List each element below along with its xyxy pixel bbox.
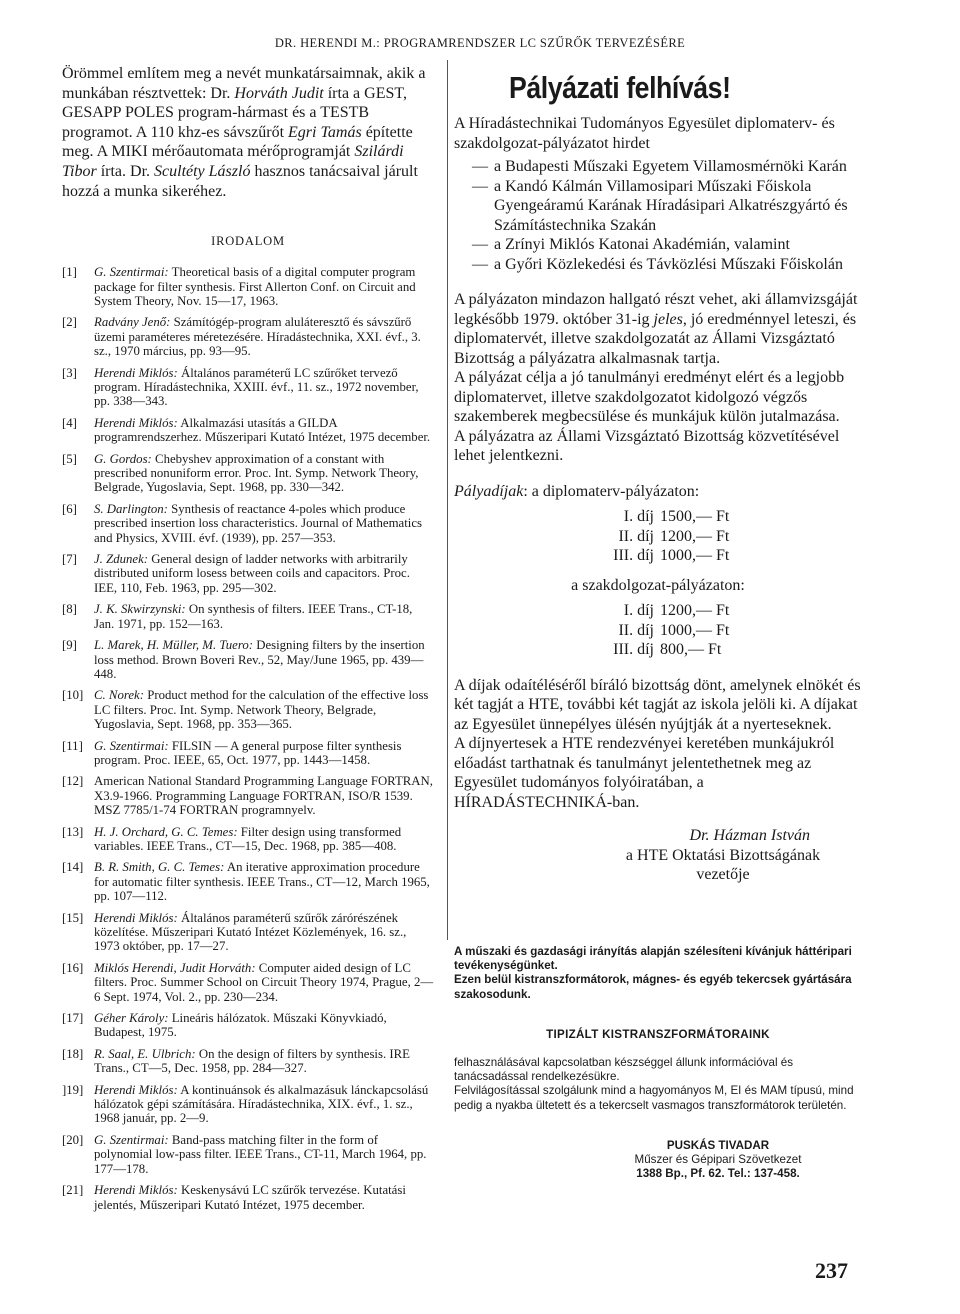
reference-text: Általános paraméterű szűrők zárórészének közelítése. Műszeripari Kutató Intézet Közlemények, 16. sz., 1973 október, pp. 17—27.: [94, 910, 407, 954]
dash-marker: —: [472, 236, 488, 253]
reference-item: [62, 911, 434, 954]
reference-text: An iterative approximation procedure for automatic filter synthesis. IEEE Trans., CT—12, March 1965, pp. 107—112.: [94, 860, 430, 904]
signature-line: a HTE Oktatási Bizottságának: [625, 846, 821, 864]
reference-number: [3]: [62, 365, 77, 380]
reference-author: Herendi Miklós:: [94, 910, 178, 925]
reference-number: [15]: [62, 910, 84, 925]
school-item: [454, 255, 862, 275]
ad-paragraph: A műszaki és gazdasági irányítás alapján szélesíteni kívánjuk háttéripari tevékenységünket.: [454, 945, 852, 973]
prize-label: I. díj: [623, 602, 654, 619]
reference-author: Radvány Jenő:: [94, 315, 171, 330]
reference-author: G. Szentirmai:: [94, 265, 169, 280]
call-paragraph: [454, 290, 862, 368]
ad-title: TIPIZÁLT KISTRANSZFORMÁTORAINK: [546, 1027, 770, 1041]
reference-item: [62, 961, 434, 1004]
reference-number: [12]: [62, 774, 84, 789]
reference-text: Band-pass matching filter in the form of polynomial low-pass filter. IEEE Trans., CT-11, March 1964, pp. 177—178.: [94, 1132, 427, 1176]
school-item: [454, 235, 862, 255]
prize-list-1: [454, 507, 862, 566]
prize-row: [594, 621, 862, 641]
ack-name: Egri Tamás: [288, 123, 362, 141]
reference-text: American National Standard Programming Language FORTRAN, X3.9-1966. Programming Language FORTRAN, ISO/R 1539. MSZ 7785/1-74 FORTRAN programnyelv.: [94, 774, 433, 818]
para-text: , jó eredménnyel leteszi, és diplomatervét, illetve szakdolgozatát az Állami Vizsgáztató Bizottság a pályázatra alkalmasnak tartja.: [454, 310, 857, 367]
ad-address: 1388 Bp., Pf. 62. Tel.: 137-458.: [636, 1167, 800, 1181]
ack-name: Szilárdi Tibor: [62, 143, 404, 180]
reference-author: S. Darlington:: [94, 501, 168, 516]
reference-item: [62, 315, 434, 358]
reference-number: ]19]: [62, 1082, 84, 1097]
reference-item: [62, 739, 434, 768]
call-intro: A Híradástechnikai Tudományos Egyesület diplomaterv- és szakdolgozat-pályázatot hirdet: [454, 115, 835, 152]
prizes-heading-2: a szakdolgozat-pályázaton:: [571, 576, 745, 594]
reference-text: A kontinuánsok és alkalmazásuk lánckapcsolású hálózatok gépi számítására. Híradástechnika, XIX. évf., 1. sz., 1968 január, pp. 2—9.: [94, 1082, 429, 1126]
prize-row: [594, 601, 862, 621]
prize-amount: 1200,— Ft: [660, 527, 730, 545]
reference-text: Synthesis of reactance 4-poles which produce prescribed insertion loss characteristics. Journal of Mathematics and Physics, XVIII. évf. (1939), pp. 257—353.: [94, 501, 422, 545]
reference-number: [9]: [62, 638, 77, 653]
prize-amount: 1200,— Ft: [660, 602, 730, 619]
reference-item: [62, 602, 434, 631]
reference-number: [1]: [62, 265, 77, 280]
reference-text: On the design of filters by synthesis. IRE Trans., CT—5, Dec. 1958, pp. 284—327.: [94, 1046, 410, 1076]
prize-label: I. díj: [623, 508, 654, 525]
reference-author: Géher Károly:: [94, 1011, 169, 1026]
school-text: a Kandó Kálmán Villamosipari Műszaki Főiskola Gyengeáramú Karának Híradásipari Alkatrészgyártó és Számítástechnika Szakán: [494, 177, 848, 234]
reference-item: [62, 638, 434, 681]
school-item: [454, 157, 862, 177]
reference-author: Herendi Miklós:: [94, 365, 178, 380]
prize-row: [594, 507, 862, 527]
reference-item: [62, 860, 434, 903]
prize-amount: 800,— Ft: [660, 641, 722, 658]
advertisement: [454, 945, 862, 1181]
signature-line: vezetője: [696, 866, 750, 883]
ack-text: építette meg. A MIKI mérőautomata mérőprogramját: [62, 123, 413, 161]
reference-text: Alkalmazási utasítás a GILDA programrendszerhez. Műszeripari Kutató Intézet, 1975 december.: [94, 415, 431, 445]
running-header: DR. HERENDI M.: PROGRAMRENDSZER LC SZŰRŐK TERVEZÉSÉRE: [274, 36, 686, 50]
prizes-label: : a diplomaterv-pályázaton:: [523, 482, 700, 500]
reference-number: [20]: [62, 1132, 84, 1147]
reference-text: Keskenysávú LC szűrők tervezése. Kutatási jelentés, Műszeripari Kutató Intézet, 1975 december.: [94, 1183, 406, 1212]
reference-item: [62, 774, 434, 817]
reference-author: Herendi Miklós:: [94, 1082, 178, 1097]
column-divider: [447, 60, 448, 940]
prize-label: III. díj: [613, 641, 654, 658]
reference-number: [18]: [62, 1046, 84, 1061]
reference-item: [62, 1183, 434, 1212]
prize-amount: 1500,— Ft: [660, 508, 730, 525]
prize-row: [594, 527, 862, 547]
reference-list: [62, 265, 434, 1212]
reference-item: [62, 552, 434, 595]
references-heading: IRODALOM: [211, 234, 285, 249]
ack-name: Horváth Judit: [234, 84, 324, 102]
reference-item: [62, 688, 434, 731]
reference-number: [11]: [62, 738, 83, 753]
ack-text: írta a GEST, GESAPP POLES program-hármast és a TESTB programot. A 110 khz-es sávszűrőt: [62, 84, 407, 141]
reference-item: [62, 366, 434, 409]
school-list: [454, 157, 862, 274]
reference-text: FILSIN — A general purpose filter synthesis program. Proc. IEEE, 65, Oct. 1977, pp. 1443—1458.: [94, 738, 402, 767]
reference-text: Product method for the calculation of the effective loss LC filters. Proc. Int. Symp. Network Theory, Belgrade, Yugoslavia, Sept. 1968, pp. 353—365.: [94, 688, 429, 732]
acknowledgement: [62, 64, 434, 201]
reference-item: [62, 452, 434, 495]
signature-name: [454, 826, 810, 846]
ad-company: PUSKÁS TIVADAR: [666, 1138, 770, 1152]
reference-item: [62, 825, 434, 854]
reference-text: Chebyshev approximation of a constant with prescribed nonuniform error. Proc. Int. Symp. Network Theory, Belgrade, Yugoslavia, Sept. 1968, pp. 330—342.: [94, 451, 419, 495]
reference-text: Filter design using transformed variables. IEEE Trans., CT—15, Dec. 1968, pp. 385—408.: [94, 824, 402, 853]
reference-author: J. Zdunek:: [94, 552, 149, 567]
prize-label: II. díj: [618, 621, 654, 639]
prize-row: [594, 640, 862, 660]
signature-name-text: Dr. Házman István: [689, 827, 810, 844]
reference-number: [21]: [62, 1183, 84, 1198]
school-text: a Zrínyi Miklós Katonai Akadémián, valamint: [494, 236, 790, 253]
prize-label: II. díj: [618, 527, 654, 545]
reference-number: [6]: [62, 501, 77, 516]
prize-row: [594, 546, 862, 566]
dash-marker: —: [472, 255, 488, 273]
reference-text: On synthesis of filters. IEEE Trans., CT-18, Jan. 1971, pp. 152—163.: [94, 602, 413, 631]
reference-text: Számítógép-program aluláteresztő és sávszűrő üzemi paraméteres méretezésére. Híradástechnika, XXI. évf., 3. sz., 1970 március, pp. 93—95.: [94, 315, 421, 359]
para-text: A pályázaton mindazon hallgató részt vehet, aki államvizsgáját legkésőbb 1979. október 31-ig: [454, 291, 858, 328]
ad-paragraph: felhasználásával kapcsolatban készséggel állunk információval és tanácsadással rendelkezésükre.: [454, 1056, 793, 1084]
prizes-emphasis: Pályadíjak: [454, 482, 524, 500]
reference-author: Herendi Miklós:: [94, 1183, 178, 1198]
reference-item: [62, 1011, 434, 1040]
call-paragraph: A díjnyertesek a HTE rendezvényei keretében munkájukról előadást tarthatnak és tanulmányt jelentethetnek meg az Egyesület tudományos folyóiratában, a HÍRADÁSTECHNIKÁ-ban.: [454, 735, 835, 811]
reference-item: [62, 502, 434, 545]
prize-amount: 1000,— Ft: [660, 547, 730, 564]
reference-author: H. J. Orchard, G. C. Temes:: [94, 824, 238, 839]
reference-author: R. Saal, E. Ulbrich:: [94, 1046, 196, 1061]
ad-coop: Műszer és Gépipari Szövetkezet: [634, 1153, 802, 1167]
ad-paragraph: Felvilágosítással szolgálunk mind a hagyományos M, EI és MAM típusú, mind pedig a nyakba ültetett és a tekercselt vasmagos transzformátorok területén.: [454, 1084, 854, 1112]
reference-item: [62, 416, 434, 445]
reference-number: [7]: [62, 552, 77, 567]
reference-text: Computer aided design of LC filters. Proc. Summer School on Circuit Theory 1974, Prague, 2—6 Sept. 1974, Vol. 2., pp. 230—234.: [94, 960, 434, 1004]
call-paragraph: A pályázatra az Állami Vizsgáztató Bizottság közvetítésével lehet jelentkezni.: [454, 427, 840, 464]
page-number: 237: [815, 1258, 848, 1283]
call-paragraph: A díjak odaítéléséről bíráló bizottság dönt, amelynek elnökét és két tagját a HTE, további két tagját az iskola jelöli ki. A díjakat az Egyesület ünnepélyes ülésén nyújtják át a nyerteseknek.: [454, 676, 861, 733]
reference-number: [4]: [62, 415, 77, 430]
para-emphasis: jeles: [653, 310, 683, 328]
ack-name: Scultéty László: [154, 162, 251, 180]
school-item: [454, 177, 862, 236]
reference-author: B. R. Smith, G. C. Temes:: [94, 860, 225, 875]
ack-text: hasznos tanácsaival járult hozzá a munka sikeréhez.: [62, 162, 418, 200]
reference-text: Általános paraméterű LC szűrőket tervező program. Híradástechnika, XXIII. évf., 11. sz., 1972 november, pp. 338—343.: [94, 365, 419, 409]
school-text: a Győri Közlekedési és Távközlési Műszaki Főiskolán: [494, 255, 843, 273]
dash-marker: —: [472, 158, 488, 175]
reference-text: Designing filters by the insertion loss method. Brown Boveri Rev., 52, May/June 1965, pp. 439—448.: [94, 638, 425, 681]
call-paragraph: A pályázat célja a jó tanulmányi eredményt elért és a legjobb diplomatervet, illetve szakdolgozatot kidolgozó végzős szakemberek megbecsülése és munkájuk külön jutalmazása.: [454, 369, 845, 425]
reference-number: [8]: [62, 602, 77, 617]
reference-number: [16]: [62, 960, 84, 975]
reference-author: G. Szentirmai:: [94, 738, 169, 753]
reference-item: [62, 1133, 434, 1176]
reference-item: [62, 1047, 434, 1076]
dash-marker: —: [472, 177, 488, 195]
reference-number: [17]: [62, 1011, 84, 1026]
school-text: a Budapesti Műszaki Egyetem Villamosmérnöki Karán: [494, 158, 847, 175]
prize-amount: 1000,— Ft: [660, 621, 730, 639]
prize-list-2: [454, 601, 862, 660]
reference-author: Herendi Miklós:: [94, 415, 178, 430]
reference-author: G. Szentirmai:: [94, 1132, 169, 1147]
left-column: [62, 64, 434, 1219]
prize-label: III. díj: [613, 547, 654, 564]
reference-number: [5]: [62, 451, 77, 466]
reference-author: C. Norek:: [94, 688, 144, 703]
prizes-heading-1: [454, 482, 862, 502]
reference-item: [62, 1083, 434, 1126]
reference-author: J. K. Skwirzynski:: [94, 602, 186, 617]
right-column: [454, 70, 862, 885]
ad-paragraph: Ezen belül kistranszformátorok, mágnes- és egyéb tekercsek gyártására szakosodunk.: [454, 973, 852, 1001]
reference-number: [10]: [62, 688, 84, 703]
reference-author: Miklós Herendi, Judit Horváth:: [94, 960, 256, 975]
reference-text: Lineáris hálózatok. Műszaki Könyvkiadó, Budapest, 1975.: [94, 1011, 387, 1040]
ack-text: írta. Dr.: [96, 162, 155, 180]
reference-text: Theoretical basis of a digital computer program package for filter synthesis. First Allerton Conf. on Circuit and System Theory, Nov. 15—17, 1963.: [94, 265, 416, 308]
reference-number: [13]: [62, 824, 84, 839]
reference-author: G. Gordos:: [94, 451, 152, 466]
reference-author: L. Marek, H. Müller, M. Tuero:: [94, 638, 253, 653]
reference-item: [62, 265, 434, 308]
ack-text: Örömmel említem meg a nevét munkatársaimnak, akik a munkában résztvettek: Dr.: [62, 65, 426, 102]
reference-number: [14]: [62, 860, 84, 875]
reference-number: [2]: [62, 315, 77, 330]
reference-text: General design of ladder networks with arbitrarily distributed uniform losess between coils and capacitors. Proc. IEE, 110, Feb. 1963, pp. 295—302.: [94, 552, 410, 595]
call-title: Pályázati felhívás!: [509, 70, 731, 105]
